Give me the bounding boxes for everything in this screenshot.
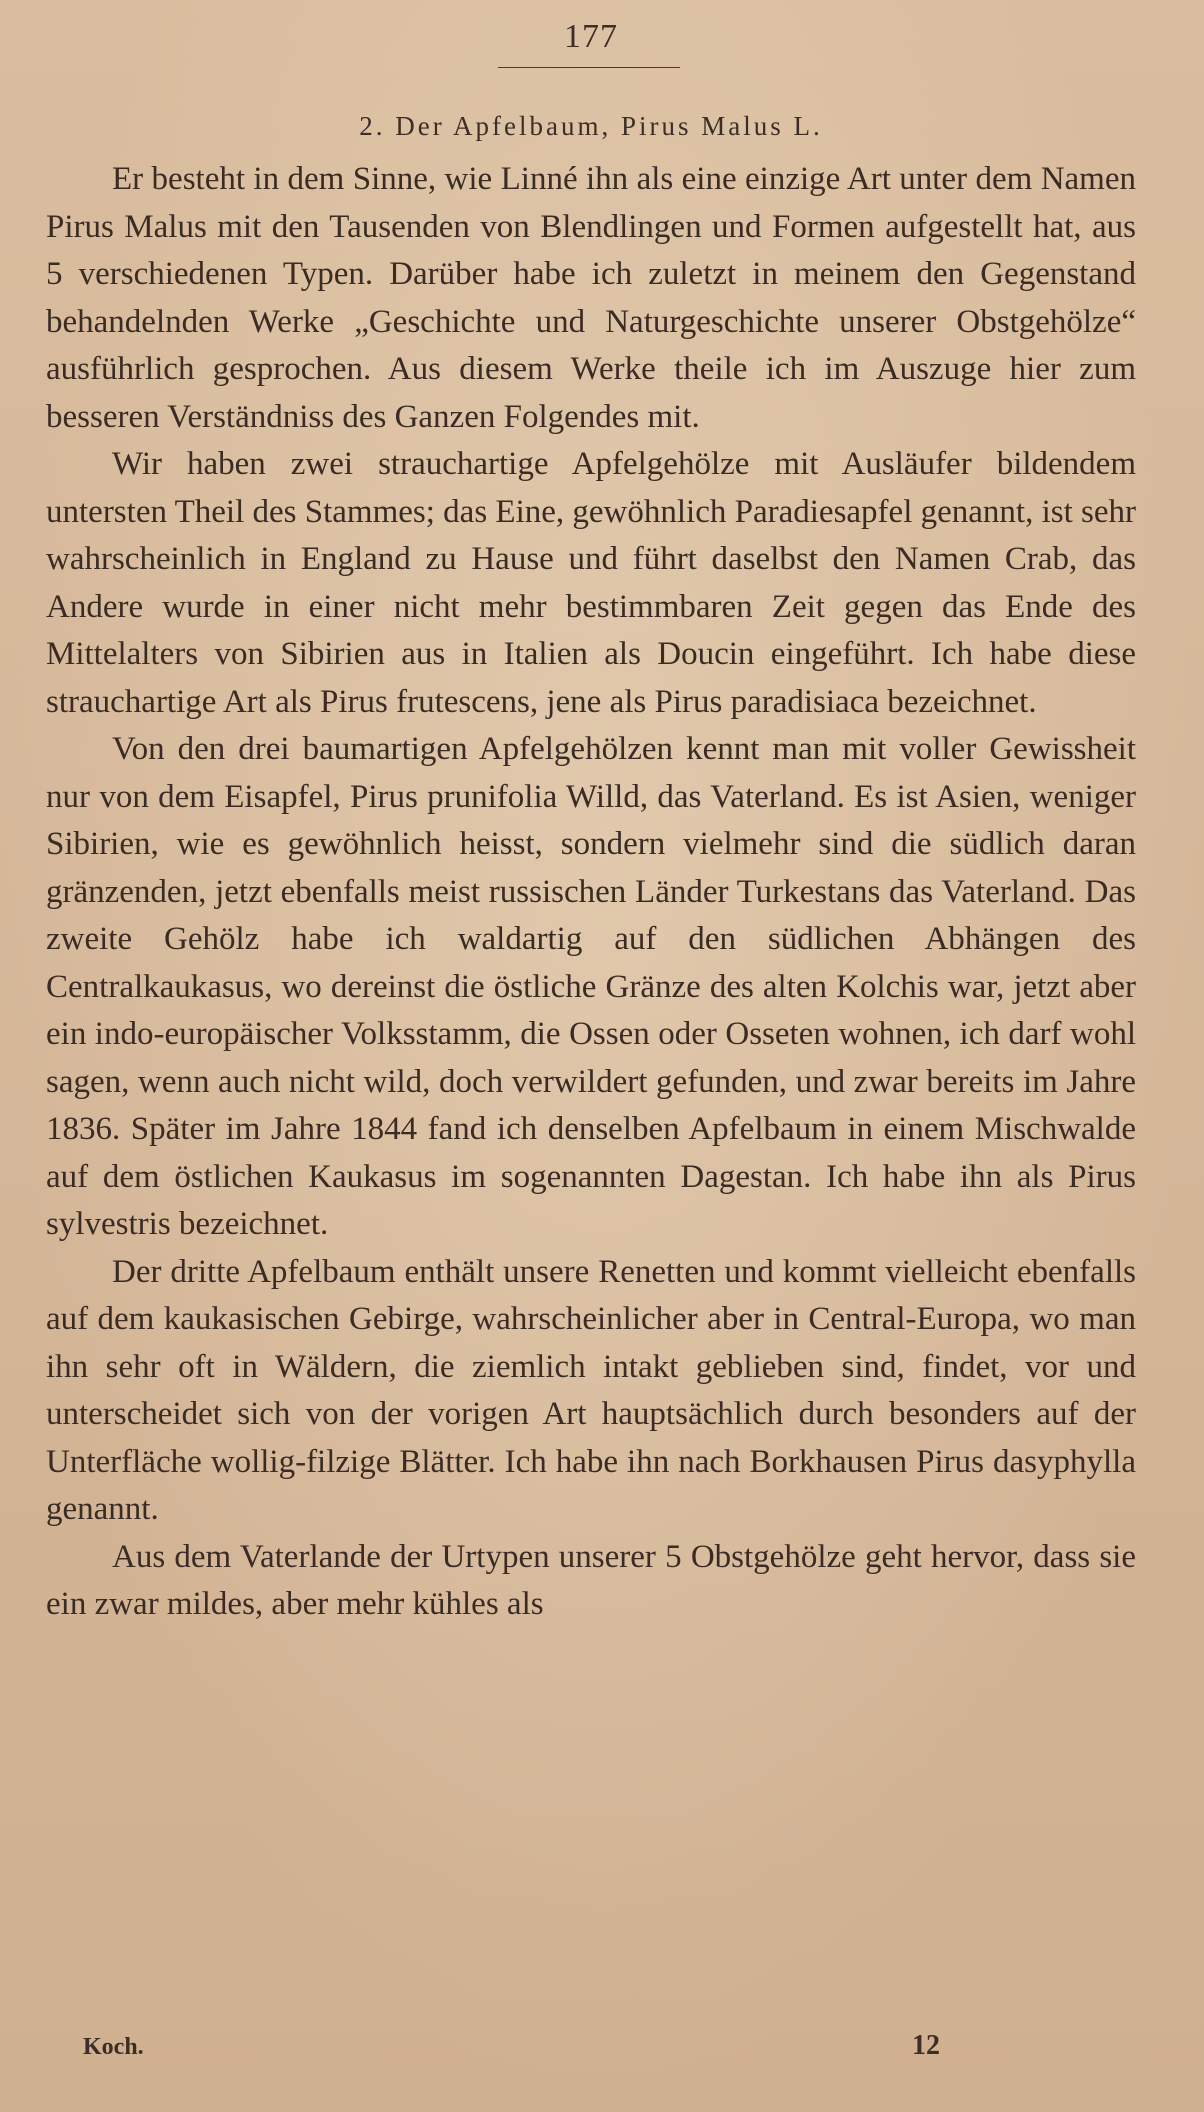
footer-signature: Koch. <box>83 2034 144 2060</box>
paragraph-3: Von den drei baumartigen Apfelgehölzen kennt man mit voller Gewissheit nur von dem Eisapfel, Pirus prunifolia Willd, das Vaterland. Es ist Asien, weniger Sibirien, wie es gewöhnlich heisst, sondern vielmehr sind die südlich daran gränzenden, jetzt ebenfalls meist russischen Länder Turkestans das Vaterland. Das zweite Gehölz habe ich waldartig auf den südlichen Abhängen des Centralkaukasus, wo dereinst die östliche Gränze des alten Kolchis war, jetzt aber ein indo-europäischer Volksstamm, die Ossen oder Osseten wohnen, ich darf wohl sagen, wenn auch nicht wild, doch verwildert gefunden, und zwar bereits im Jahre 1836. Später im Jahre 1844 fand ich denselben Apfelbaum in einem Mischwalde auf dem östlichen Kaukasus im sogenannten Dagestan. Ich habe ihn als Pirus sylvestris bezeichnet. <box>46 731 1136 1242</box>
body-text <box>46 156 1136 1629</box>
paragraph-2: Wir haben zwei strauchartige Apfelgehölze mit Ausläufer bildendem untersten Theil des Stammes; das Eine, gewöhnlich Paradiesapfel genannt, ist sehr wahrscheinlich in England zu Hause und führt daselbst den Namen Crab, das Andere wurde in einer nicht mehr bestimmbaren Zeit gegen das Ende des Mittelalters von Sibirien aus in Italien als Doucin eingeführt. Ich habe diese strauchartige Art als Pirus frutescens, jene als Pirus paradisiaca bezeichnet. <box>46 446 1136 720</box>
section-heading: 2. Der Apfelbaum, Pirus Malus L. <box>359 111 823 141</box>
page-number: 177 <box>564 18 618 55</box>
paragraph-1: Er besteht in dem Sinne, wie Linné ihn als eine einzige Art unter dem Namen Pirus Malus mit den Tausenden von Blendlingen und Formen aufgestellt hat, aus 5 verschiedenen Typen. Darüber habe ich zuletzt in meinem den Gegenstand behandelnden Werke „Geschichte und Naturgeschichte unserer Obstgehölze“ ausführlich gesprochen. Aus diesem Werke theile ich im Auszuge hier zum besseren Verständniss des Ganzen Folgendes mit. <box>46 161 1136 435</box>
paragraph-5: Aus dem Vaterlande der Urtypen unserer 5 Obstgehölze geht hervor, dass sie ein zwar mildes, aber mehr kühles als <box>46 1538 1136 1622</box>
header-rule <box>498 67 680 68</box>
paragraph-4: Der dritte Apfelbaum enthält unsere Renetten und kommt vielleicht ebenfalls auf dem kaukasischen Gebirge, wahrscheinlicher aber in Central-Europa, wo man ihn sehr oft in Wäldern, die ziemlich intakt geblieben sind, findet, vor und unterscheidet sich von der vorigen Art hauptsächlich durch besonders auf der Unterfläche wollig-filzige Blätter. Ich habe ihn nach Borkhausen Pirus dasyphylla genannt. <box>46 1253 1136 1527</box>
book-page <box>46 0 1136 2112</box>
footer-sheet-number: 12 <box>912 2030 940 2061</box>
